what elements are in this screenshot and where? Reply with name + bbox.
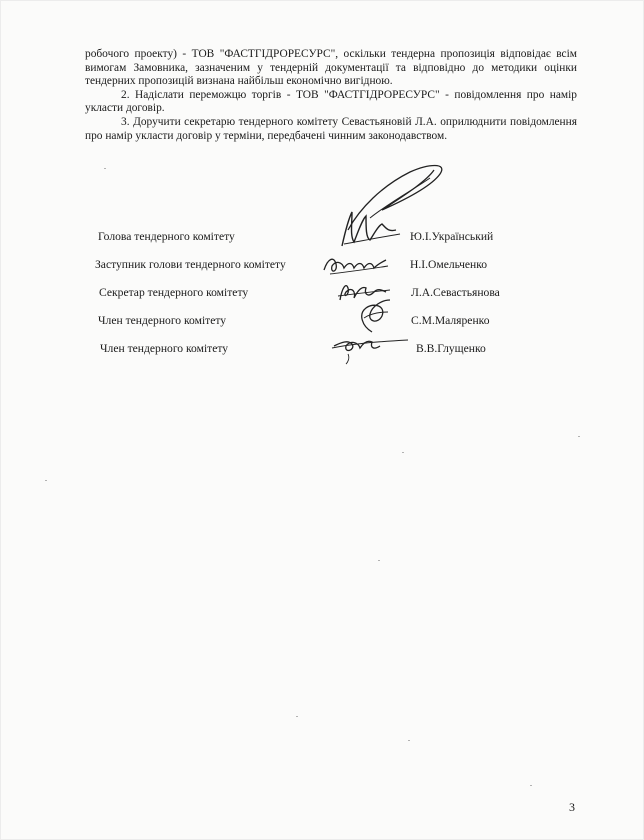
paragraph-2: 2. Надіслати переможцю торгів - ТОВ "ФАСТГІДРОРЕСУРС" - повідомлення про намір укласти договір. (85, 88, 577, 115)
scan-speck (104, 168, 106, 169)
handwritten-signature-icon (336, 208, 406, 252)
signature-role: Заступник голови тендерного комітету (95, 258, 286, 271)
signature-role: Член тендерного комітету (100, 342, 229, 355)
scan-speck (408, 740, 410, 741)
scan-speck (578, 436, 580, 437)
signature-row-member-2 (0, 340, 644, 360)
signature-row-secretary (0, 284, 644, 304)
handwritten-signature-icon (352, 296, 396, 336)
signature-name: В.В.Глущенко (416, 342, 486, 355)
signature-role: Член тендерного комітету (98, 314, 227, 327)
signature-role: Голова тендерного комітету (98, 230, 235, 243)
signature-row-member-1 (0, 312, 644, 332)
scan-speck (378, 560, 380, 561)
signature-role: Секретар тендерного комітету (99, 286, 249, 299)
signature-row-deputy (0, 256, 644, 276)
decision-text (85, 48, 577, 143)
paragraph-1: робочого проекту) - ТОВ "ФАСТГІДРОРЕСУРС", оскільки тендерна пропозиція відповідає всім вимогам Замовника, зазначеним у тендерній документації та відповідно до методики оцінки тендерних пропозицій визнана найбільш економічно вигідною. (85, 48, 577, 88)
scan-speck (530, 785, 532, 786)
signature-row-chairman (0, 228, 644, 248)
paragraph-3: 3. Доручити секретарю тендерного комітету Севастьяновій Л.А. оприлюднити повідомлення про намір укласти договір у терміни, передбачені чинним законодавством. (85, 115, 577, 142)
signature-name: Л.А.Севастьянова (411, 286, 500, 299)
handwritten-signature-icon (328, 332, 412, 368)
signature-name: Ю.І.Український (410, 230, 494, 243)
scan-speck (402, 452, 404, 453)
signature-name: С.М.Маляренко (411, 314, 490, 327)
page-number: 3 (569, 800, 575, 814)
scan-speck (45, 480, 47, 481)
signature-name: Н.І.Омельченко (410, 258, 488, 271)
handwritten-signature-icon (320, 250, 392, 280)
scan-speck (296, 716, 298, 717)
